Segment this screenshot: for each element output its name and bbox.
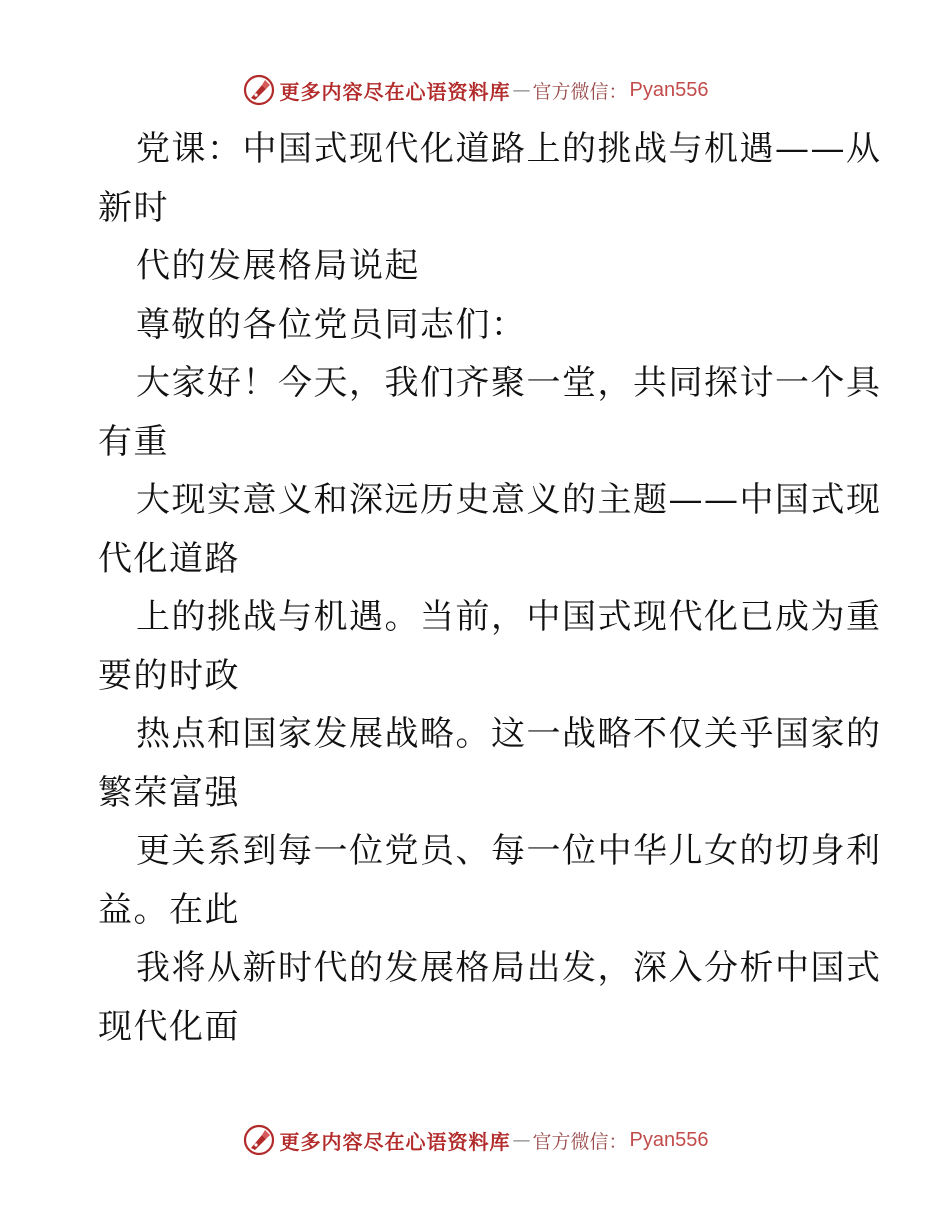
paragraph-line: 现代化面: [98, 1006, 240, 1047]
title-line-3: 代的发展格局说起: [136, 246, 420, 286]
banner-wechat-label: 官方微信：: [532, 1130, 628, 1153]
banner-dash: —: [512, 79, 531, 101]
paragraph-line: 繁荣富强: [98, 772, 240, 813]
paragraph-line: 热点和国家发展战略。这一战略不仅关乎国家的: [136, 714, 882, 754]
pen-nib-logo-icon: [242, 73, 276, 107]
paragraph-line: 我将从新时代的发展格局出发，深入分析中国式: [136, 948, 882, 988]
paragraph-line: 代化道路: [98, 538, 240, 579]
pen-nib-logo-icon: [242, 1123, 276, 1157]
banner-brand-text: 更多内容尽在心语资料库: [279, 79, 511, 104]
paragraph-line: 上的挑战与机遇。当前，中国式现代化已成为重: [136, 597, 882, 637]
paragraph-line: 大现实意义和深远历史意义的主题——中国式现: [136, 480, 882, 520]
banner-dash: —: [512, 1129, 531, 1151]
title-line-1: 党课：中国式现代化道路上的挑战与机遇——从: [136, 129, 882, 169]
title-line-2: 新时: [98, 187, 169, 228]
banner-wechat-handle: Pyan556: [629, 78, 709, 101]
banner-brand-text: 更多内容尽在心语资料库: [279, 1129, 511, 1154]
paragraph-line: 有重: [98, 421, 169, 462]
paragraph-line: 益。在此: [98, 889, 240, 930]
paragraph-line: 大家好！今天，我们齐聚一堂，共同探讨一个具: [136, 363, 882, 403]
paragraph-line: 更关系到每一位党员、每一位中华儿女的切身利: [136, 831, 882, 871]
header-banner: [0, 70, 950, 110]
footer-banner: [0, 1120, 950, 1160]
banner-wechat-label: 官方微信：: [532, 80, 628, 103]
banner-wechat-handle: Pyan556: [629, 1128, 709, 1151]
salutation-line: 尊敬的各位党员同志们：: [136, 304, 527, 345]
paragraph-line: 要的时政: [98, 655, 240, 696]
document-body: [98, 120, 882, 1056]
